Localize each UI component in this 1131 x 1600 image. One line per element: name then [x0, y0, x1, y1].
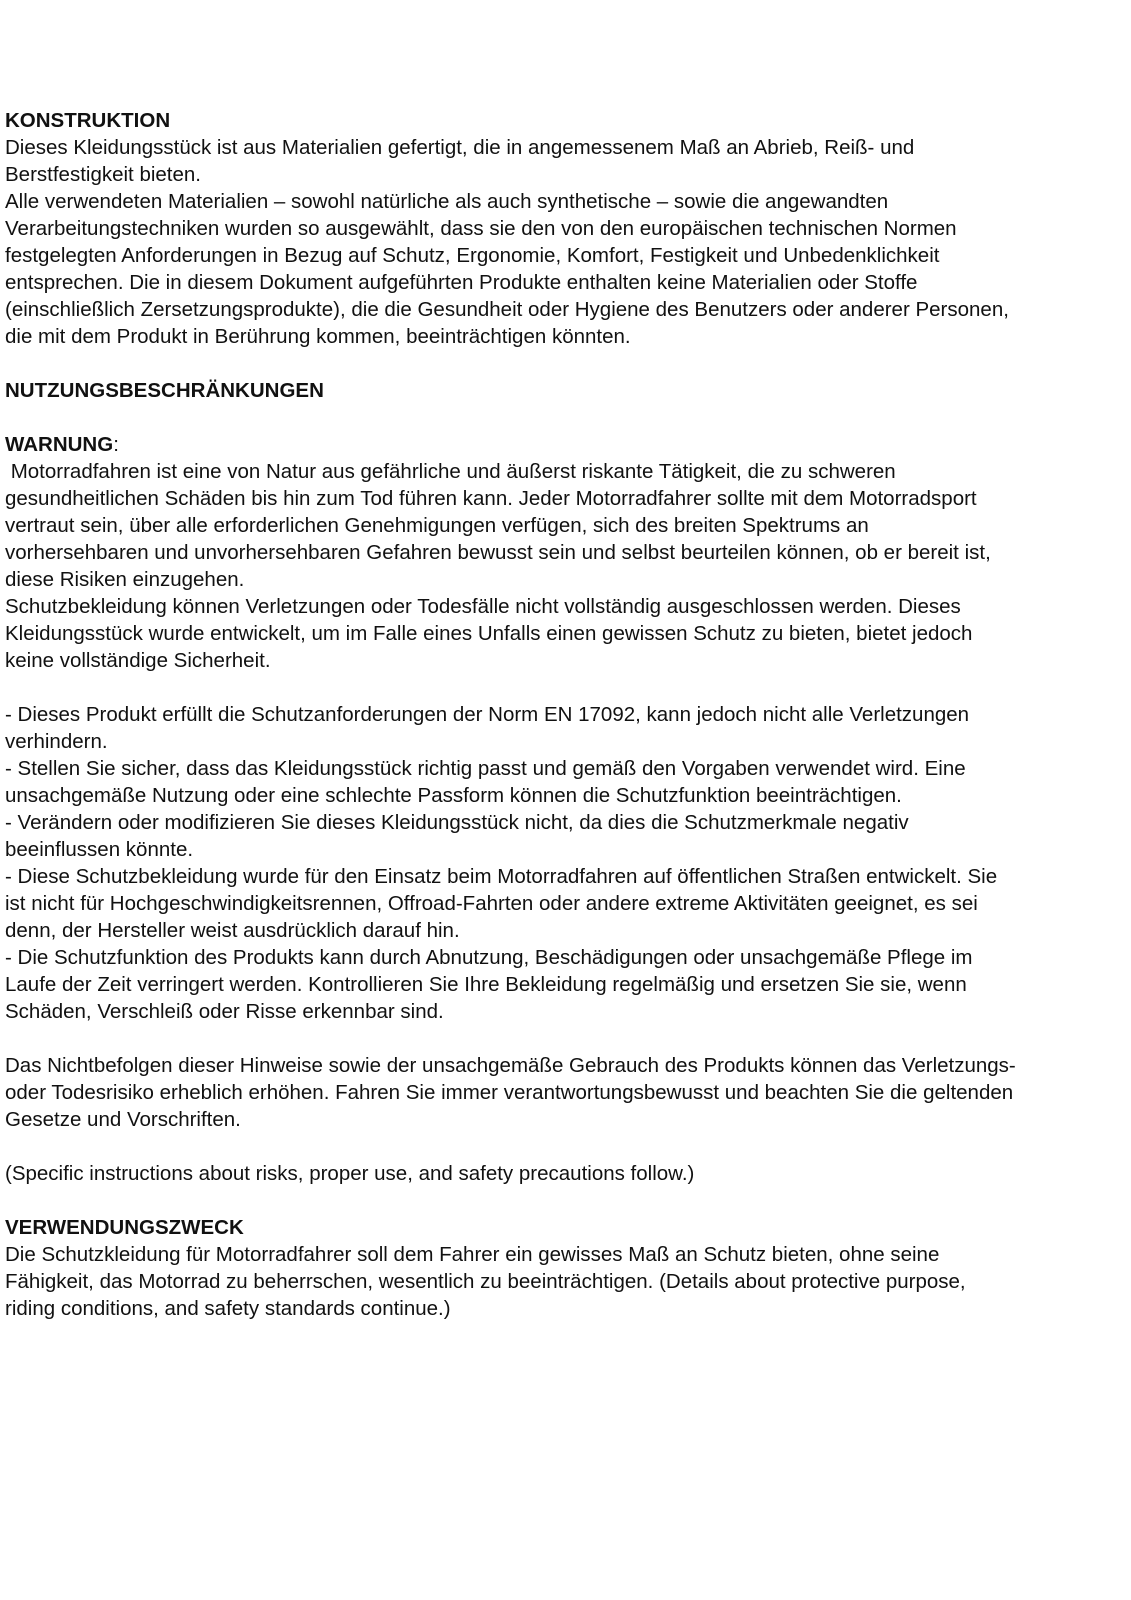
spacer [5, 1133, 1123, 1160]
warning-heading [5, 431, 1123, 458]
section-heading-konstruktion: KONSTRUKTION [5, 109, 171, 132]
bullet-line: - Die Schutzfunktion des Produkts kann durch Abnutzung, Beschädigungen oder unsachgemäße Pflege im [5, 946, 973, 969]
warning-label: WARNUNG [5, 433, 114, 456]
bullet-line: denn, der Hersteller weist ausdrücklich darauf hin. [5, 919, 460, 942]
warning-line: gesundheitlichen Schäden bis hin zum Tod führen kann. Jeder Motorradfahrer sollte mit dem Motorradsport [5, 487, 977, 510]
paragraph-line: festgelegten Anforderungen in Bezug auf Schutz, Ergonomie, Komfort, Festigkeit und Unbedenklichkeit [5, 244, 940, 267]
section-heading-verwendungszweck: VERWENDUNGSZWECK [5, 1216, 244, 1239]
warning-line: vertraut sein, über alle erforderlichen Genehmigungen verfügen, sich des breiten Spektrums an [5, 514, 869, 537]
closing-line: oder Todesrisiko erheblich erhöhen. Fahren Sie immer verantwortungsbewusst und beachten Sie die geltenden [5, 1081, 1014, 1104]
note-line: (Specific instructions about risks, proper use, and safety precautions follow.) [5, 1162, 695, 1185]
closing-line: Gesetze und Vorschriften. [5, 1108, 241, 1131]
spacer [5, 1187, 1123, 1214]
warning-line: vorhersehbaren und unvorhersehbaren Gefahren bewusst sein und selbst beurteilen können, ob er bereit ist, [5, 541, 991, 564]
warning-line: keine vollständige Sicherheit. [5, 649, 271, 672]
paragraph-line: Fähigkeit, das Motorrad zu beherrschen, wesentlich zu beeinträchtigen. (Details about protective purpose, [5, 1270, 966, 1293]
warning-colon: : [113, 433, 119, 456]
section-konstruktion [5, 107, 1123, 350]
section-nutzungsbeschraenkungen [5, 377, 1123, 1187]
bullet-line: - Dieses Produkt erfüllt die Schutzanforderungen der Norm EN 17092, kann jedoch nicht alle Verletzungen [5, 703, 970, 726]
bullet-line: - Verändern oder modifizieren Sie dieses Kleidungsstück nicht, da dies die Schutzmerkmale negativ [5, 811, 909, 834]
bullet-line: beeinflussen könnte. [5, 838, 194, 861]
paragraph-line: Verarbeitungstechniken wurden so ausgewählt, dass sie den von den europäischen technischen Normen [5, 217, 957, 240]
paragraph-line: die mit dem Produkt in Berührung kommen, beeinträchtigen könnten. [5, 325, 631, 348]
warning-line: Schutzbekleidung können Verletzungen oder Todesfälle nicht vollständig ausgeschlossen werden. Dieses [5, 595, 961, 618]
section-heading-nutzungsbeschraenkungen: NUTZUNGSBESCHRÄNKUNGEN [5, 379, 324, 402]
section-verwendungszweck [5, 1214, 1123, 1322]
bullet-line: Laufe der Zeit verringert werden. Kontrollieren Sie Ihre Bekleidung regelmäßig und ersetzen Sie sie, wenn [5, 973, 967, 996]
paragraph-line: riding conditions, and safety standards continue.) [5, 1297, 451, 1320]
paragraph-line: entsprechen. Die in diesem Dokument aufgeführten Produkte enthalten keine Materialien oder Stoffe [5, 271, 918, 294]
closing-line: Das Nichtbefolgen dieser Hinweise sowie der unsachgemäße Gebrauch des Produkts können das Verletzungs- [5, 1054, 1016, 1077]
paragraph-line: Die Schutzkleidung für Motorradfahrer soll dem Fahrer ein gewisses Maß an Schutz bieten, ohne seine [5, 1243, 940, 1266]
spacer [5, 1025, 1123, 1052]
spacer [5, 350, 1123, 377]
paragraph-line: (einschließlich Zersetzungsprodukte), die die Gesundheit oder Hygiene des Benutzers oder anderer Personen, [5, 298, 1009, 321]
spacer [5, 674, 1123, 701]
bullet-line: - Stellen Sie sicher, dass das Kleidungsstück richtig passt und gemäß den Vorgaben verwendet wird. Eine [5, 757, 966, 780]
bullet-line: ist nicht für Hochgeschwindigkeitsrennen, Offroad-Fahrten oder andere extreme Aktivitäten geeignet, es sei [5, 892, 978, 915]
warning-line: diese Risiken einzugehen. [5, 568, 245, 591]
spacer [5, 404, 1123, 431]
paragraph-line: Berstfestigkeit bieten. [5, 163, 201, 186]
document-body [5, 107, 1123, 1322]
bullet-line: Schäden, Verschleiß oder Risse erkennbar sind. [5, 1000, 444, 1023]
paragraph-line: Alle verwendeten Materialien – sowohl natürliche als auch synthetische – sowie die angewandten [5, 190, 889, 213]
bullet-line: verhindern. [5, 730, 108, 753]
bullet-line: - Diese Schutzbekleidung wurde für den Einsatz beim Motorradfahren auf öffentlichen Straßen entwickelt. Sie [5, 865, 998, 888]
warning-line: Motorradfahren ist eine von Natur aus gefährliche und äußerst riskante Tätigkeit, die zu schweren [5, 460, 896, 483]
warning-line: Kleidungsstück wurde entwickelt, um im Falle eines Unfalls einen gewissen Schutz zu bieten, bietet jedoch [5, 622, 973, 645]
bullet-line: unsachgemäße Nutzung oder eine schlechte Passform können die Schutzfunktion beeinträchtigen. [5, 784, 902, 807]
paragraph-line: Dieses Kleidungsstück ist aus Materialien gefertigt, die in angemessenem Maß an Abrieb, Reiß- und [5, 136, 915, 159]
